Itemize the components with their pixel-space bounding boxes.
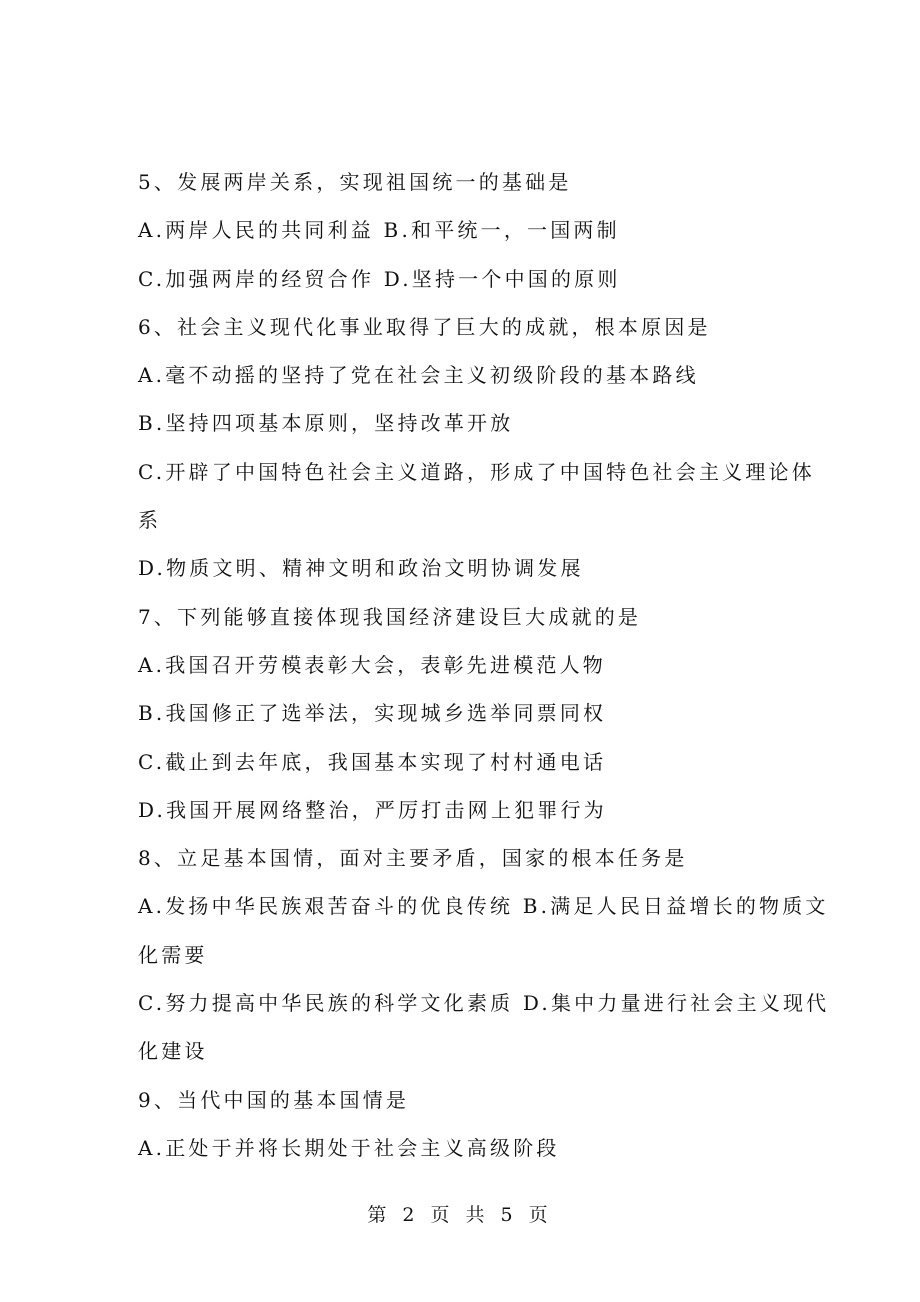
question-6-stem: 6、社会主义现代化事业取得了巨大的成就，根本原因是	[138, 314, 711, 339]
question-7-option-a: A.我国召开劳模表彰大会，表彰先进模范人物	[138, 652, 607, 677]
question-9-stem: 9、当代中国的基本国情是	[138, 1087, 410, 1112]
question-6-option-d: D.物质文明、精神文明和政治文明协调发展	[138, 556, 584, 581]
question-8-stem: 8、立足基本国情，面对主要矛盾，国家的根本任务是	[138, 846, 688, 871]
question-6-option-c: C.开辟了中国特色社会主义道路，形成了中国特色社会主义理论体	[138, 459, 815, 484]
question-7-option-b: B.我国修正了选举法，实现城乡选举同票同权	[138, 701, 607, 726]
question-5-options-ab: A.两岸人民的共同利益 B.和平统一，一国两制	[138, 218, 620, 243]
question-8-options-cd: C.努力提高中华民族的科学文化素质 D.集中力量进行社会主义现代	[138, 991, 830, 1016]
question-6-option-a: A.毫不动摇的坚持了党在社会主义初级阶段的基本路线	[138, 363, 699, 388]
question-6-option-c-continued: 系	[138, 508, 162, 533]
page-number: 第 2 页 共 5 页	[367, 1204, 553, 1226]
question-8-options-cd-continued: 化建设	[138, 1039, 208, 1064]
question-7-option-c: C.截止到去年底，我国基本实现了村村通电话	[138, 749, 607, 774]
page-footer	[0, 1200, 920, 1227]
question-5-stem: 5、发展两岸关系，实现祖国统一的基础是	[138, 170, 572, 194]
question-9-option-a: A.正处于并将长期处于社会主义高级阶段	[138, 1135, 560, 1160]
question-8-options-ab: A.发扬中华民族艰苦奋斗的优良传统 B.满足人民日益增长的物质文	[138, 894, 829, 919]
question-7-stem: 7、下列能够直接体现我国经济建设巨大成就的是	[138, 604, 642, 629]
question-5-options-cd: C.加强两岸的经贸合作 D.坚持一个中国的原则	[138, 266, 621, 291]
question-8-options-ab-continued: 化需要	[138, 942, 208, 967]
question-6-option-b: B.坚持四项基本原则，坚持改革开放	[138, 411, 514, 436]
question-7-option-d: D.我国开展网络整治，严厉打击网上犯罪行为	[138, 797, 607, 822]
document-body	[138, 158, 830, 1172]
